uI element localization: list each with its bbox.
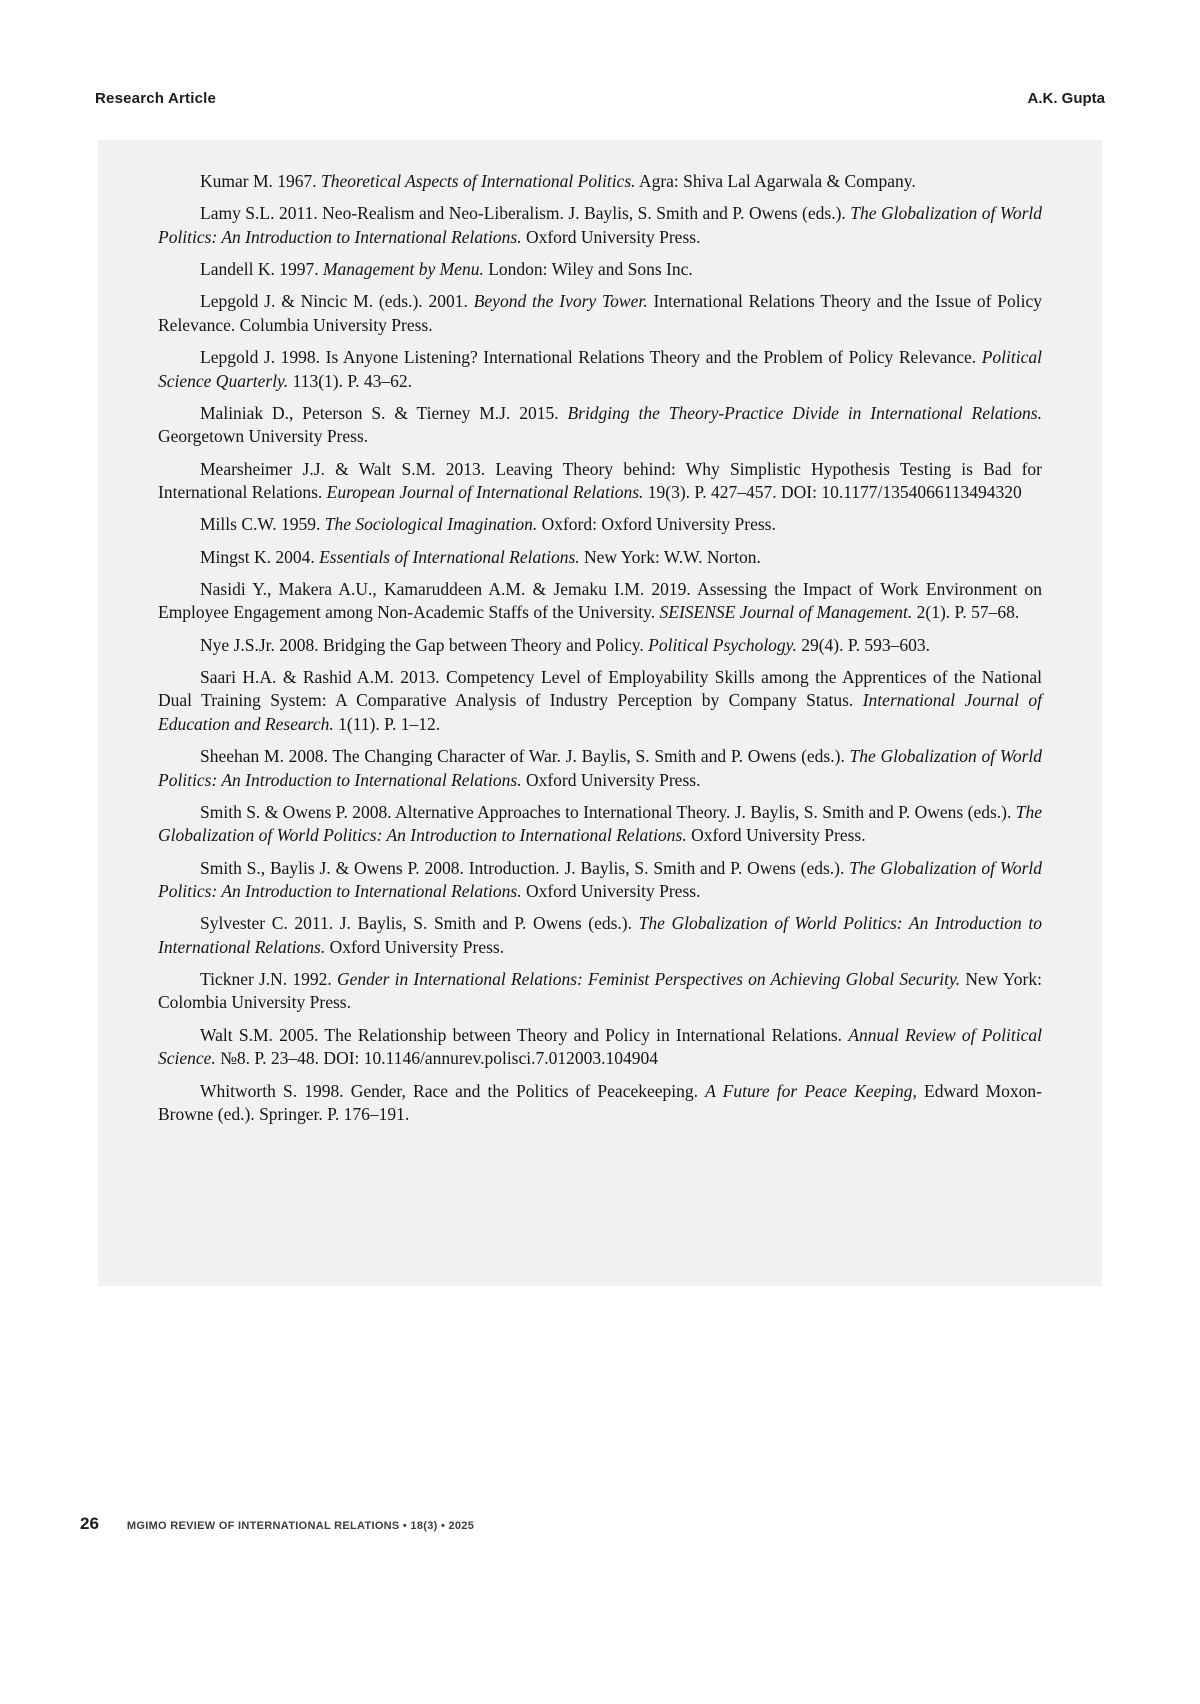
reference-entry (158, 402, 1042, 449)
reference-text: Maliniak D., Peterson S. & Tierney M.J. 2015. (200, 402, 568, 423)
reference-entry (158, 968, 1042, 1015)
reference-text: New York: Colombia University Press. (158, 969, 1042, 1013)
reference-text: Oxford University Press. (521, 226, 701, 247)
reference-title-italic: The Globalization of World Politics: An Introduction to International Relations. (158, 203, 1043, 247)
reference-entry (158, 634, 1042, 657)
reference-title-italic: European Journal of International Relations. (326, 481, 644, 502)
reference-text: Kumar M. 1967. (200, 171, 322, 191)
reference-text: Walt S.M. 2005. The Relationship between Theory and Policy in International Relations. (200, 1024, 849, 1045)
page-header (95, 90, 1105, 107)
article-type-label: Research Article (95, 90, 217, 107)
reference-text: Mearsheimer J.J. & Walt S.M. 2013. Leaving Theory behind: Why Simplistic Hypothesis Testing is Bad for International Relations. (158, 458, 1042, 502)
reference-title-italic: Political Psychology. (648, 634, 797, 655)
reference-text: 2(1). P. 57–68. (912, 602, 1020, 623)
reference-entry (158, 801, 1042, 848)
reference-text: 113(1). P. 43–62. (288, 370, 413, 391)
reference-text: Nasidi Y., Makera A.U., Kamaruddeen A.M. & Jemaku I.M. 2019. Assessing the Impact of Work Environment on Employee Engagement among Non-Academic Staffs of the University. (158, 579, 1042, 623)
reference-text: Landell K. 1997. (200, 259, 323, 280)
reference-text: Mingst K. 2004. (200, 546, 320, 567)
reference-text: New York: W.W. Norton. (579, 546, 761, 567)
reference-entry (158, 170, 1042, 193)
reference-text: International Relations Theory and the Issue of Policy Relevance. Columbia University Press. (158, 291, 1042, 335)
reference-text: Oxford University Press. (521, 880, 701, 901)
reference-text: Smith S. & Owens P. 2008. Alternative Approaches to International Theory. J. Baylis, S. Smith and P. Owens (eds.). (200, 801, 1016, 822)
reference-text: Lepgold J. 1998. Is Anyone Listening? International Relations Theory and the Problem of Policy Relevance. (200, 347, 982, 368)
reference-entry (158, 546, 1042, 569)
reference-entry (158, 1024, 1042, 1071)
author-name: A.K. Gupta (1027, 90, 1105, 107)
reference-text: Sylvester C. 2011. J. Baylis, S. Smith and P. Owens (eds.). (200, 913, 639, 934)
reference-text: Georgetown University Press. (158, 426, 369, 447)
reference-text: Oxford University Press. (325, 936, 505, 957)
reference-text: Saari H.A. & Rashid A.M. 2013. Competency Level of Employability Skills among the Apprentices of the National Dual Training System: A Comparative Analysis of Industry Perception by Company Status. (158, 667, 1042, 711)
reference-title-italic: Management by Menu. (322, 259, 484, 280)
reference-text: Oxford University Press. (686, 825, 866, 846)
reference-title-italic: The Globalization of World Politics: An Introduction to International Relations. (158, 801, 1042, 846)
reference-text: Edward Moxon-Browne (ed.). Springer. P. 176–191. (158, 1080, 1042, 1124)
reference-text: Smith S., Baylis J. & Owens P. 2008. Introduction. J. Baylis, S. Smith and P. Owens (eds.). (200, 857, 850, 878)
reference-text: Oxford: Oxford University Press. (537, 514, 776, 535)
reference-title-italic: Bridging the Theory-Practice Divide in International Relations. (567, 402, 1042, 423)
reference-entry (158, 346, 1042, 393)
reference-title-italic: The Globalization of World Politics: An Introduction to International Relations. (158, 913, 1042, 957)
page-number: 26 (80, 1514, 99, 1533)
reference-text: Nye J.S.Jr. 2008. Bridging the Gap between Theory and Policy. (200, 634, 649, 655)
reference-entry (158, 202, 1042, 249)
reference-text: Lepgold J. & Nincic M. (eds.). 2001. (200, 291, 474, 312)
reference-text: 29(4). P. 593–603. (796, 634, 931, 655)
reference-entry (158, 290, 1042, 337)
reference-text: Mills C.W. 1959. (200, 514, 325, 535)
reference-title-italic: Theoretical Aspects of International Politics. (321, 171, 636, 191)
reference-title-italic: The Sociological Imagination. (324, 514, 538, 535)
reference-title-italic: Annual Review of Political Science. (158, 1024, 1042, 1069)
reference-entry (158, 666, 1042, 736)
reference-entry (158, 1080, 1042, 1127)
references-list (98, 140, 1102, 1126)
reference-entry (158, 578, 1042, 625)
reference-text: Oxford University Press. (521, 769, 701, 790)
reference-title-italic: International Journal of Education and Research. (158, 690, 1042, 734)
reference-text: London: Wiley and Sons Inc. (483, 259, 693, 280)
reference-text: №8. P. 23–48. DOI: 10.1146/annurev.polisci.7.012003.104904 (215, 1048, 658, 1069)
reference-title-italic: The Globalization of World Politics: An Introduction to International Relations. (158, 746, 1042, 790)
reference-entry (158, 513, 1042, 536)
references-box (98, 140, 1102, 1286)
reference-title-italic: A Future for Peace Keeping, (705, 1080, 917, 1101)
reference-title-italic: Essentials of International Relations. (319, 546, 580, 567)
reference-text: Whitworth S. 1998. Gender, Race and the Politics of Peacekeeping. (200, 1080, 706, 1101)
reference-title-italic: SEISENSE Journal of Management. (659, 602, 913, 623)
reference-entry (158, 258, 1042, 281)
page-footer (80, 1514, 474, 1534)
reference-text: 19(3). P. 427–457. DOI: 10.1177/1354066113494320 (643, 481, 1022, 502)
reference-entry (158, 857, 1042, 904)
reference-text: Agra: Shiva Lal Agarwala & Company. (635, 171, 916, 191)
reference-entry (158, 912, 1042, 959)
reference-title-italic: Beyond the Ivory Tower. (473, 291, 648, 312)
reference-title-italic: Gender in International Relations: Feminist Perspectives on Achieving Global Security. (336, 969, 961, 990)
reference-text: Tickner J.N. 1992. (200, 969, 337, 990)
journal-footer-line: MGIMO REVIEW OF INTERNATIONAL RELATIONS • 18(3) • 2025 (126, 1520, 475, 1532)
reference-text: Lamy S.L. 2011. Neo-Realism and Neo-Liberalism. J. Baylis, S. Smith and P. Owens (eds.). (200, 203, 851, 224)
reference-entry (158, 745, 1042, 792)
reference-text: Sheehan M. 2008. The Changing Character of War. J. Baylis, S. Smith and P. Owens (eds.). (200, 746, 850, 767)
reference-title-italic: The Globalization of World Politics: An Introduction to International Relations. (158, 857, 1043, 901)
reference-entry (158, 458, 1042, 505)
reference-title-italic: Political Science Quarterly. (158, 347, 1042, 391)
reference-text: 1(11). P. 1–12. (333, 713, 441, 734)
